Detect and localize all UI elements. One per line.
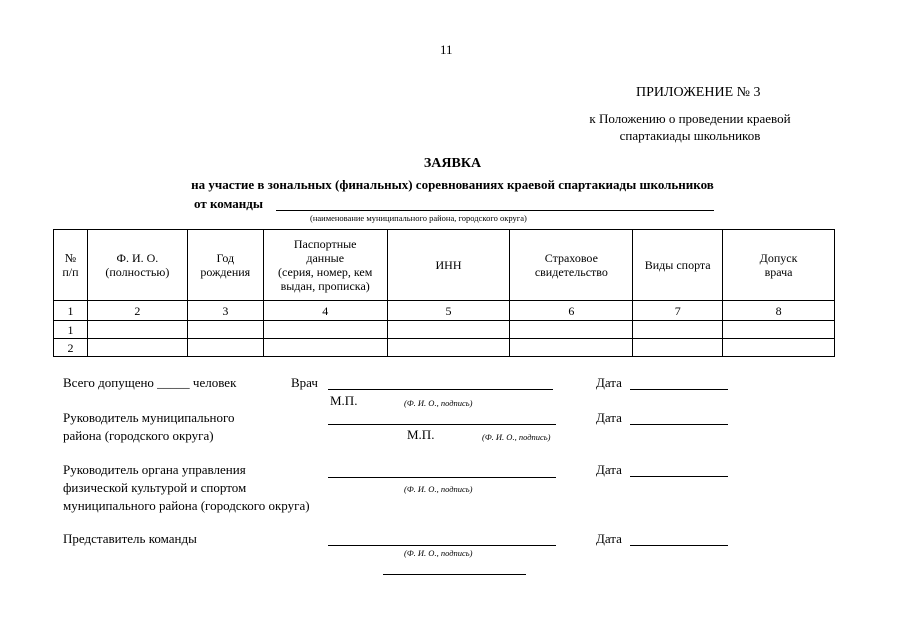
closing-divider: [383, 574, 526, 575]
date-line: [630, 389, 728, 390]
table-cell: [387, 339, 510, 357]
date-label: Дата: [596, 531, 622, 546]
table-cell: [633, 339, 723, 357]
header-number: № п/п: [54, 230, 88, 301]
signature-hint: (Ф. И. О., подпись): [404, 548, 473, 558]
column-number: 1: [54, 301, 88, 321]
column-number: 7: [633, 301, 723, 321]
appendix-subtitle: [560, 110, 820, 144]
table-cell: [723, 339, 835, 357]
date-line: [630, 476, 728, 477]
header-insurance: Страховое свидетельство: [510, 230, 633, 301]
table-cell: [723, 321, 835, 339]
column-number-row: [54, 301, 835, 321]
municipal-signature-line: [328, 424, 556, 425]
header-birth-year: Год рождения: [187, 230, 263, 301]
head-municipal-label: [63, 409, 235, 445]
column-number: 3: [187, 301, 263, 321]
date-label: Дата: [596, 410, 622, 425]
table-row: [54, 321, 835, 339]
appendix-subtitle-line: спартакиады школьников: [619, 128, 761, 143]
doctor-label: Врач: [291, 375, 318, 390]
header-doctor-approval: Допуск врача: [723, 230, 835, 301]
document-title: ЗАЯВКА: [423, 156, 482, 171]
team-rep-label: Представитель команды: [63, 531, 197, 546]
table-cell: [263, 339, 387, 357]
table-cell: [187, 339, 263, 357]
table-cell: [510, 321, 633, 339]
date-line: [630, 424, 728, 425]
header-inn: ИНН: [387, 230, 510, 301]
stamp-label: М.П.: [407, 427, 435, 442]
from-team-label: от команды: [194, 196, 264, 211]
date-label: Дата: [596, 462, 622, 477]
column-number: 4: [263, 301, 387, 321]
sport-signature-line: [328, 477, 556, 478]
header-passport: Паспортные данные (серия, номер, кем выдан, прописка): [263, 230, 387, 301]
head-sport-line: муниципального района (городского округа): [63, 498, 310, 513]
table-cell: [633, 321, 723, 339]
table-cell: [87, 339, 187, 357]
table-cell: [387, 321, 510, 339]
row-number: 1: [54, 321, 88, 339]
date-line: [630, 545, 728, 546]
column-number: 6: [510, 301, 633, 321]
team-rep-signature-line: [328, 545, 556, 546]
signature-hint: (Ф. И. О., подпись): [404, 398, 473, 408]
signature-hint: (Ф. И. О., подпись): [482, 432, 551, 442]
team-name-line: [276, 210, 714, 211]
row-number: 2: [54, 339, 88, 357]
header-full-name: Ф. И. О. (полностью): [87, 230, 187, 301]
column-number: 5: [387, 301, 510, 321]
total-admitted: Всего допущено _____ человек: [63, 375, 237, 390]
municipality-hint: (наименование муниципального района, городского округа): [310, 213, 527, 223]
table-header-row: [54, 230, 835, 301]
doctor-signature-line: [328, 389, 553, 390]
appendix-title: ПРИЛОЖЕНИЕ № 3: [636, 85, 761, 100]
appendix-subtitle-line: к Положению о проведении краевой: [589, 111, 791, 126]
head-municipal-line: района (городского округа): [63, 428, 214, 443]
table-cell: [87, 321, 187, 339]
signature-hint: (Ф. И. О., подпись): [404, 484, 473, 494]
head-sport-line: физической культурой и спортом: [63, 480, 247, 495]
head-sport-label: [63, 461, 310, 515]
header-sports: Виды спорта: [633, 230, 723, 301]
column-number: 8: [723, 301, 835, 321]
head-municipal-line: Руководитель муниципального: [63, 410, 235, 425]
table-cell: [263, 321, 387, 339]
table-cell: [510, 339, 633, 357]
table-row: [54, 339, 835, 357]
head-sport-line: Руководитель органа управления: [63, 462, 246, 477]
column-number: 2: [87, 301, 187, 321]
table-cell: [187, 321, 263, 339]
page-number: 11: [440, 42, 453, 57]
document-subtitle: на участие в зональных (финальных) соревнованиях краевой спартакиады школьников: [191, 177, 714, 192]
stamp-label: М.П.: [330, 393, 358, 408]
applicants-table: [53, 229, 835, 357]
date-label: Дата: [596, 375, 622, 390]
